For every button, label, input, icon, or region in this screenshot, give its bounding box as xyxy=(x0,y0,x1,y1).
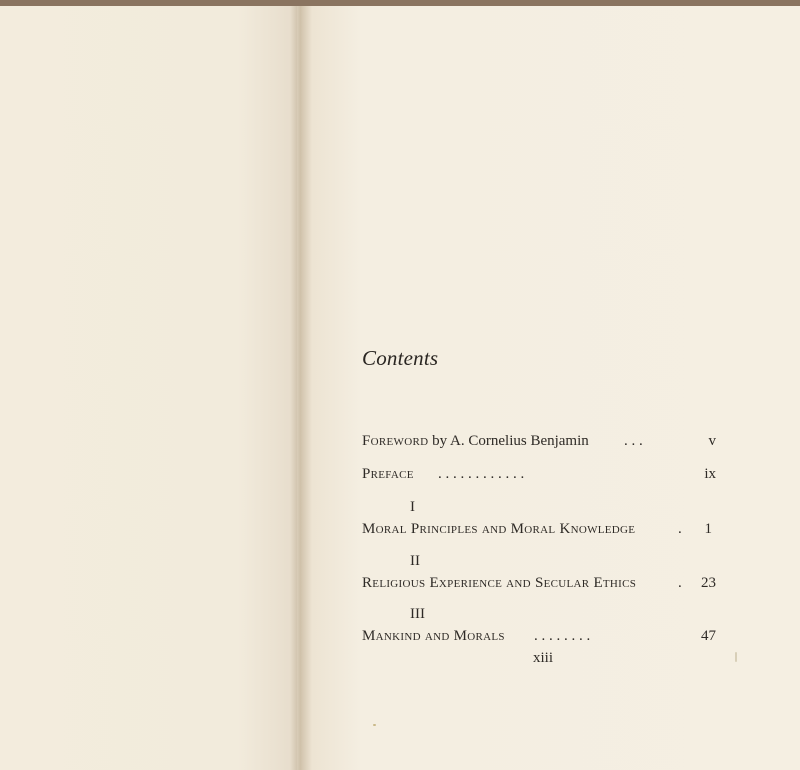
contents-heading: Contents xyxy=(362,346,439,370)
toc-leader-dots: . xyxy=(678,575,682,591)
toc-leader-dots: . xyxy=(678,521,682,537)
toc-entry-preface xyxy=(362,463,716,485)
part-number-iii: III xyxy=(410,606,425,622)
toc-page-number: v xyxy=(708,433,716,449)
toc-page-number: 1 xyxy=(704,521,712,537)
gutter-shadow xyxy=(290,6,312,770)
paper-speck xyxy=(735,652,737,662)
toc-entry-title: Preface xyxy=(362,466,414,482)
part-number-ii: II xyxy=(410,553,420,569)
left-page xyxy=(0,6,297,770)
toc-entry-title: Religious Experience and Secular Ethics xyxy=(362,575,637,591)
page-folio: xiii xyxy=(533,650,554,666)
toc-entry-part-1 xyxy=(362,518,716,540)
toc-page-number: 23 xyxy=(701,575,716,591)
toc-leader-dots: . . . xyxy=(624,433,643,449)
paper-speck xyxy=(373,724,376,726)
toc-page-number: ix xyxy=(704,466,716,482)
part-number-i: I xyxy=(410,499,415,515)
toc-entry-part-2 xyxy=(362,572,716,594)
toc-entry-author: by A. Cornelius Benjamin xyxy=(428,433,589,449)
toc-entry-title: Mankind and Morals xyxy=(362,628,505,644)
toc-leader-dots: . . . . . . . . xyxy=(534,628,591,644)
toc-entry-title: Foreword xyxy=(362,433,429,449)
toc-page-number: 47 xyxy=(701,628,716,644)
toc-entry-title: Moral Principles and Moral Knowledge xyxy=(362,521,636,537)
toc-leader-dots: . . . . . . . . . . . . xyxy=(438,466,525,482)
toc-entry-part-3 xyxy=(362,625,716,647)
toc-entry-foreword xyxy=(362,430,716,452)
